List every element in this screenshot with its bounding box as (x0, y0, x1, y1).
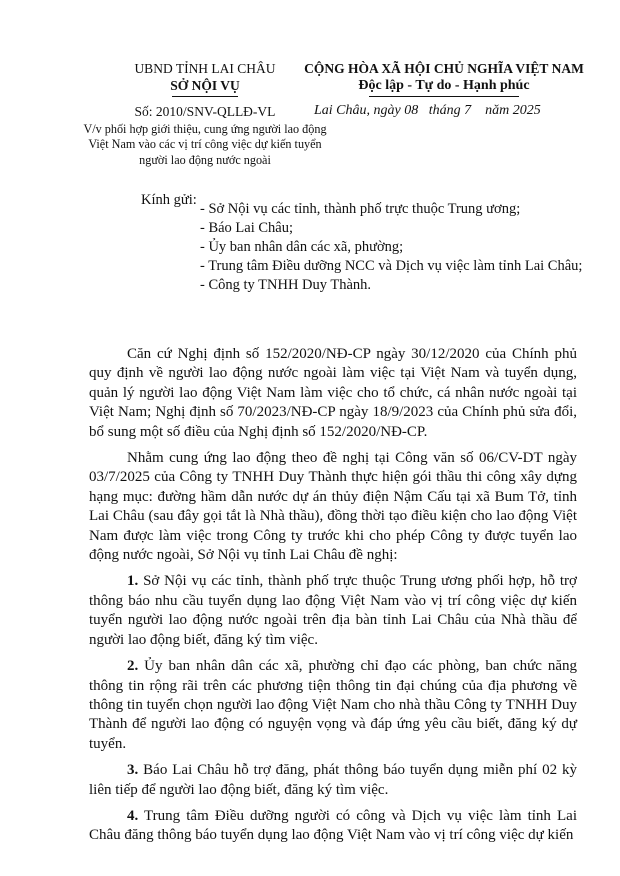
request-item-2 (89, 657, 577, 754)
country-name: CỘNG HÒA XÃ HỘI CHỦ NGHĨA VIỆT NAM (304, 61, 584, 76)
item-text: Báo Lai Châu hỗ trợ đăng, phát thông báo tuyển dụng miễn phí 02 kỳ liên tiếp để người lao động biết, đăng ký tìm việc. (89, 762, 577, 798)
province-committee: UBND TỈNH LAI CHÂU (134, 61, 276, 76)
document-body (89, 345, 577, 853)
item-text: Sở Nội vụ các tỉnh, thành phố trực thuộc Trung ương phối hợp, hỗ trợ thông báo nhu cầu tuyển dụng lao động Việt Nam vào vị trí công việc dự kiến tuyển người lao động nước ngoài trên địa bàn tỉnh Lai Châu của Nhà thầu để người lao động biết, đăng ký tìm việc. (89, 573, 577, 648)
item-number: 3. (127, 762, 139, 779)
item-text: Ủy ban nhân dân các xã, phường chỉ đạo các phòng, ban chức năng thông tin rộng rãi trên các phương tiện thông tin đại chúng của địa phương về thông tin tuyển chọn người lao động Việt Nam cho nhà thầu Công ty TNHH Duy Thành để người lao động có nguyện vọng và đáp ứng yêu cầu biết, đăng ký dự tuyển. (89, 658, 577, 752)
document-summary: V/v phối hợp giới thiệu, cung ứng người lao động Việt Nam vào các vị trí công việc dự kiến tuyển người lao động nước ngoài (83, 122, 327, 167)
recipient-item: - Báo Lai Châu; (200, 220, 294, 236)
recipient-item: - Trung tâm Điều dưỡng NCC và Dịch vụ việc làm tỉnh Lai Châu; (200, 258, 583, 274)
department-name: SỞ NỘI VỤ (170, 78, 240, 93)
item-text: Trung tâm Điều dưỡng người có công và Dịch vụ việc làm tỉnh Lai Châu đăng thông báo tuyển dụng lao động Việt Nam vào vị trí công việc dự kiến (89, 807, 577, 844)
item-number: 1. (127, 573, 139, 590)
purpose-paragraph: Nhằm cung ứng lao động theo đề nghị tại Công văn số 06/CV-DT ngày 03/7/2025 của Công ty TNHH Duy Thành thực hiện gói thầu thi công xây dựng hạng mục: đường hầm dẫn nước dự án thủy điện Nậm Cấu tại xã Bum Tở, tỉnh Lai Châu (sau đây gọi tắt là Nhà thầu), đồng thời tạo điều kiện cho lao động Việt Nam được làm việc trong Công ty trước khi cho phép Công ty được tuyển lao động nước ngoài, Sở Nội vụ tỉnh Lai Châu đề nghị: (89, 450, 577, 564)
authority-underline (172, 96, 238, 97)
recipient-item: - Sở Nội vụ các tỉnh, thành phố trực thuộc Trung ương; (200, 201, 521, 217)
motto-underline (369, 96, 519, 97)
request-item-4 (89, 807, 577, 846)
request-item-3 (89, 761, 577, 800)
national-motto (288, 60, 600, 97)
item-number: 2. (127, 658, 139, 675)
motto: Độc lập - Tự do - Hạnh phúc (358, 78, 530, 93)
legal-basis-paragraph: Căn cứ Nghị định số 152/2020/NĐ-CP ngày 30/12/2020 của Chính phủ quy định về người lao động nước ngoài làm việc tại Việt Nam và tuyển dụng, quản lý người lao động Việt Nam làm việc cho tổ chức, cá nhân nước ngoài tại Việt Nam; Nghị định số 70/2023/NĐ-CP ngày 18/9/2023 của Chính phủ sửa đổi, bổ sung một số điều của Nghị định số 152/2020/NĐ-CP. (89, 346, 577, 440)
date-line: Lai Châu, ngày 08 tháng 7 năm 2025 (314, 103, 541, 118)
request-item-1 (89, 572, 577, 650)
recipients-label: Kính gửi: (141, 192, 197, 208)
recipient-item: - Ủy ban nhân dân các xã, phường; (200, 239, 404, 255)
item-number: 4. (127, 807, 139, 824)
document-number: Số: 2010/SNV-QLLĐ-VL (134, 104, 276, 119)
recipient-item: - Công ty TNHH Duy Thành. (200, 277, 372, 293)
